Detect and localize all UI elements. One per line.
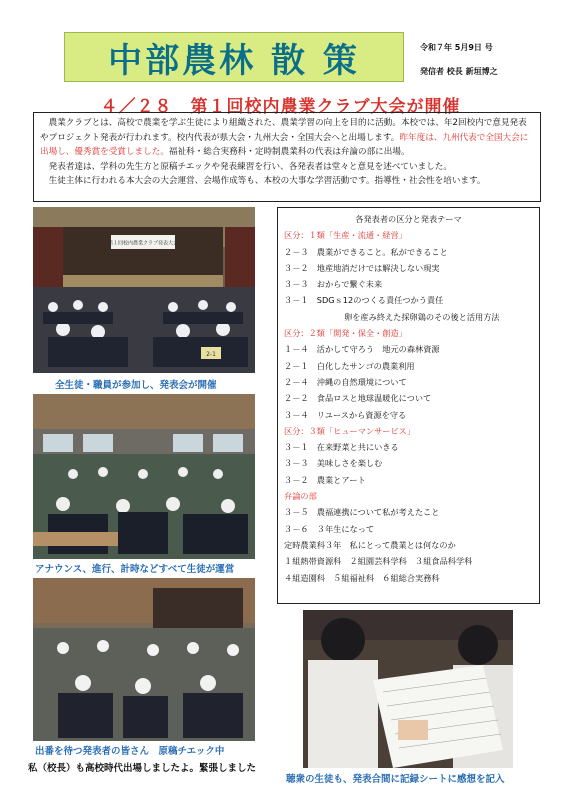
intro-text-1: 農業クラブとは、高校で農業を学ぶ生徒により組織された、農業学習の向上を目的に活動。本校では、年2回校内で意見発表やプロジェクト発表が行われます。校内代表が県大会・九州大会・全国大会へと出場します。: [40, 118, 527, 143]
intro-text-1-end: 福祉科・総合実務科・定時制農業科の代表は弁論の部に出場。: [168, 147, 410, 157]
class-list-line-1: １組熱帯資源科 ２組園芸科学科 ３組食品科学科: [284, 556, 473, 567]
issue-date: 令和７年 5月9日 号: [420, 43, 493, 52]
program-heading: 各発表者の区分と発表テーマ: [355, 214, 462, 224]
caption-photo-2: アナウンス、進行、計時などすべて生徒が運営: [35, 564, 235, 575]
photo-auditorium: [33, 207, 255, 373]
seat-sign-text: 2-1: [206, 351, 216, 358]
list-item: ３－１ 在来野菜と共にいきる: [284, 442, 399, 453]
intro-highlight: 昨年度は、九州代表で全国大会に出場し、優秀賞を受賞しました。: [40, 132, 529, 157]
caption-photo-3-note: 私（校長）も高校時代出場しましたよ。緊張しました: [28, 763, 257, 774]
list-item: ２－１ 白化したサンゴの農業利用: [284, 360, 415, 371]
caption-photo-3: 出番を待つ発表者の皆さん 原稿チエック中: [35, 746, 225, 757]
masthead-title: 中部農林 散 策: [108, 40, 360, 81]
speech-section-title: 弁論の部: [284, 491, 317, 502]
photo-waiting-presenters: [33, 578, 255, 741]
list-item: ３－３ おからで繋ぐ未来: [284, 279, 383, 290]
presenter-program-box: [277, 207, 540, 604]
list-item: ３－２ 農業とアート: [284, 474, 366, 485]
list-item: ３－１ SDGｓ12のつくる責任つかう責任: [284, 295, 444, 306]
list-item: ３－２ 地産地消だけでは解決しない現実: [284, 262, 440, 273]
list-item: ２－２ 食品ロスと地球温暖化について: [284, 393, 432, 404]
list-item-continuation: 卵を産み終えた採卵鶏のその後と活用方法: [344, 311, 500, 322]
intro-box: [33, 112, 541, 202]
masthead-title-box: [64, 32, 404, 82]
class-list-line-2: ４組造園科 ５組福祉科 ６組総合実務科: [284, 572, 440, 583]
stage-banner-text: 第１回校内農業クラブ発表大会: [107, 240, 179, 247]
category-1-title: 区分：１類「生産・流通・経営」: [284, 230, 407, 241]
list-item: １－４ 活かして守ろう 地元の森林資源: [284, 344, 440, 355]
list-item: ３－４ リユースから資源を守る: [284, 409, 407, 420]
caption-photo-4: 聴衆の生徒も、発表合間に記録シートに感想を記入: [286, 774, 505, 785]
intro-text-2: 発表者達は、学科の先生方と原稿チエックや発表練習を行い、各発表者は堂々と意見を述べていました。: [40, 161, 452, 172]
list-item: 定時農業科３年 私にとって農業とは何なのか: [284, 539, 456, 550]
list-item: ３－６ ３年生になって: [284, 523, 375, 534]
category-3-title: 区分：３類「ヒューマンサービス」: [284, 425, 416, 436]
category-2-title: 区分：２類「開発・保全・創造」: [284, 328, 407, 339]
caption-photo-1: 全生徒・職員が参加し、発表会が開催: [55, 380, 217, 391]
list-item: ２－４ 沖縄の自然環境について: [284, 376, 407, 387]
headline: ４／２８ 第１回校内農業クラブ大会が開催: [100, 97, 461, 117]
list-item: ２－３ 農業ができること。私ができること: [284, 246, 448, 257]
intro-text-3: 生徒主体に行われる本大会の大会運営、会場作成等も、本校の大事な学習活動です。指導性・社会性を培います。: [40, 176, 486, 186]
photo-student-writing: [303, 610, 513, 768]
publisher-line: 発信者 校長 新垣博之: [420, 67, 498, 76]
photo-gym-students: [33, 394, 255, 559]
list-item: ３－５ 農福連携について私が考えたこと: [284, 507, 440, 518]
list-item: ３－３ 美味しさを楽しむ: [284, 458, 383, 469]
